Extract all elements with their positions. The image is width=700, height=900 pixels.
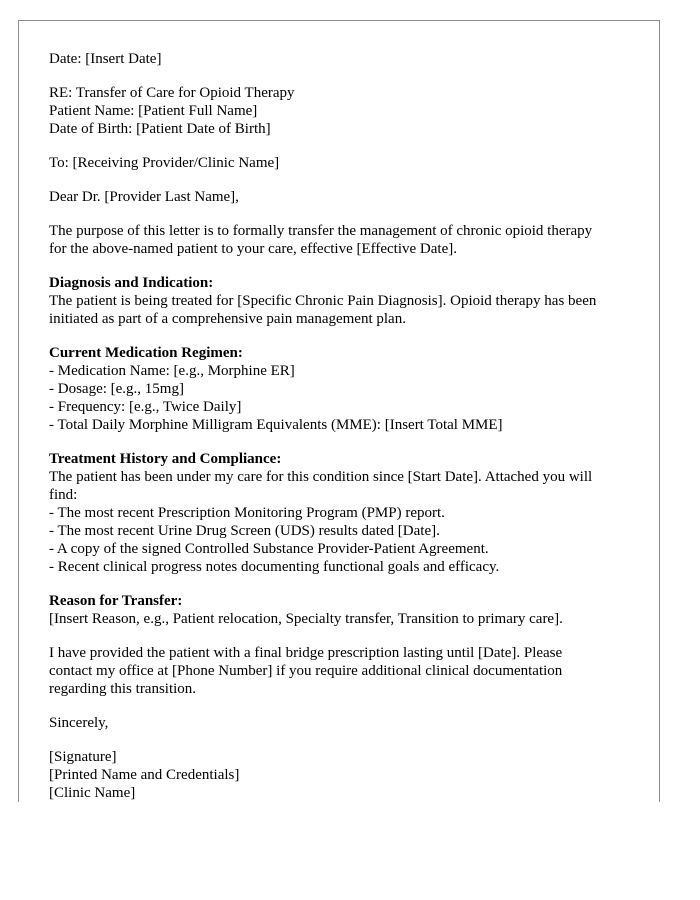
closing-line: regarding this transition.	[49, 681, 197, 697]
history-heading: Treatment History and Compliance:	[49, 451, 282, 467]
medication-item: - Medication Name: [e.g., Morphine ER]	[49, 363, 295, 379]
spacer	[49, 206, 649, 222]
letter-body	[49, 50, 649, 802]
spacer	[49, 434, 649, 450]
history-item: - Recent clinical progress notes documenting functional goals and efficacy.	[49, 559, 500, 575]
diagnosis-line: The patient is being treated for [Specific Chronic Pain Diagnosis]. Opioid therapy has been	[49, 293, 597, 309]
diagnosis-heading: Diagnosis and Indication:	[49, 275, 214, 291]
to-line: To: [Receiving Provider/Clinic Name]	[49, 155, 280, 171]
medication-item: - Total Daily Morphine Milligram Equivalents (MME): [Insert Total MME]	[49, 417, 503, 433]
date-line: Date: [Insert Date]	[49, 51, 162, 67]
spacer	[49, 328, 649, 344]
patient-name-line: Patient Name: [Patient Full Name]	[49, 103, 258, 119]
printed-name-placeholder: [Printed Name and Credentials]	[49, 767, 240, 783]
spacer	[49, 68, 649, 84]
reason-text: [Insert Reason, e.g., Patient relocation, Specialty transfer, Transition to primary care].	[49, 611, 563, 627]
signoff: Sincerely,	[49, 715, 109, 731]
closing-line: contact my office at [Phone Number] if you require additional clinical documentation	[49, 663, 563, 679]
spacer	[49, 698, 649, 714]
reason-heading: Reason for Transfer:	[49, 593, 183, 609]
medication-heading: Current Medication Regimen:	[49, 345, 243, 361]
spacer	[49, 258, 649, 274]
medication-item: - Dosage: [e.g., 15mg]	[49, 381, 184, 397]
signature-placeholder: [Signature]	[49, 749, 117, 765]
re-line: RE: Transfer of Care for Opioid Therapy	[49, 85, 295, 101]
dob-line: Date of Birth: [Patient Date of Birth]	[49, 121, 271, 137]
intro-line: for the above-named patient to your care, effective [Effective Date].	[49, 241, 457, 257]
clinic-name-placeholder: [Clinic Name]	[49, 785, 136, 801]
history-line: find:	[49, 487, 78, 503]
diagnosis-line: initiated as part of a comprehensive pain management plan.	[49, 311, 406, 327]
history-item: - A copy of the signed Controlled Substance Provider-Patient Agreement.	[49, 541, 489, 557]
history-line: The patient has been under my care for this condition since [Start Date]. Attached you will	[49, 469, 593, 485]
spacer	[49, 732, 649, 748]
medication-item: - Frequency: [e.g., Twice Daily]	[49, 399, 242, 415]
history-item: - The most recent Prescription Monitoring Program (PMP) report.	[49, 505, 445, 521]
closing-line: I have provided the patient with a final bridge prescription lasting until [Date]. Please	[49, 645, 563, 661]
spacer	[49, 576, 649, 592]
letter-page	[18, 20, 660, 802]
spacer	[49, 138, 649, 154]
spacer	[49, 628, 649, 644]
intro-line: The purpose of this letter is to formally transfer the management of chronic opioid therapy	[49, 223, 593, 239]
history-item: - The most recent Urine Drug Screen (UDS) results dated [Date].	[49, 523, 440, 539]
spacer	[49, 172, 649, 188]
salutation: Dear Dr. [Provider Last Name],	[49, 189, 239, 205]
